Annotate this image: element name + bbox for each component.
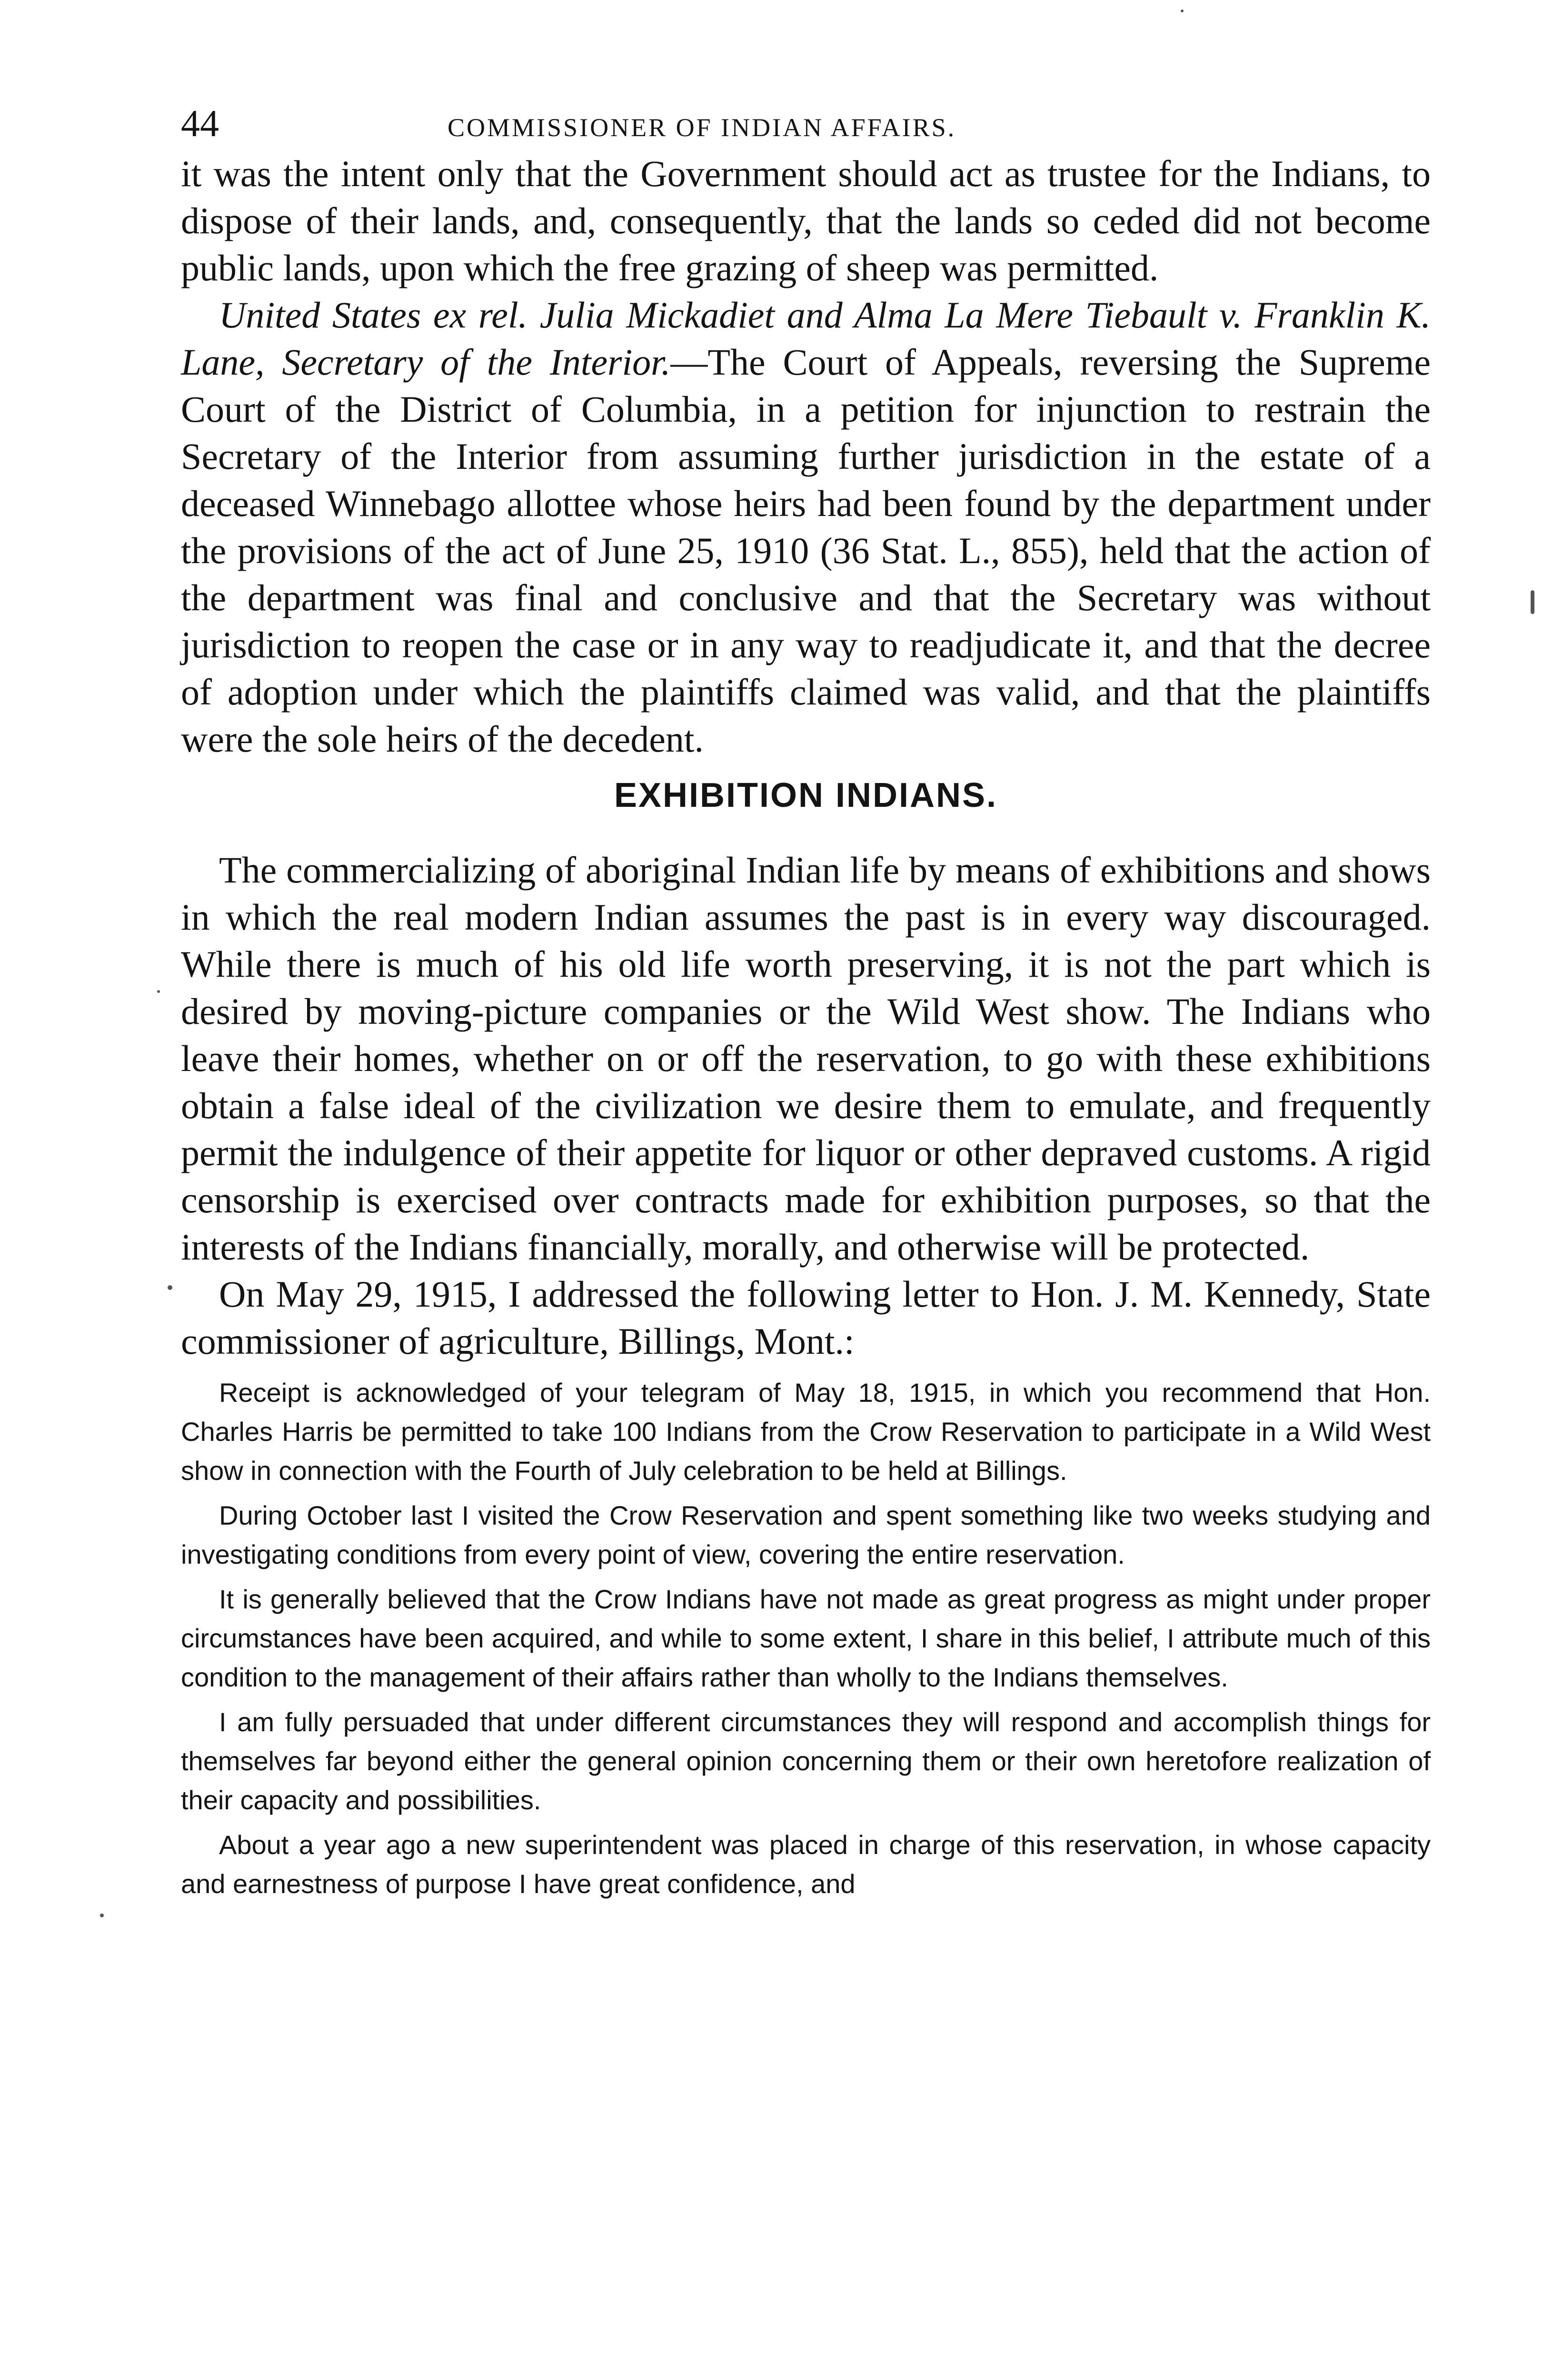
letter-paragraph: During October last I visited the Crow Reservation and spent something like two weeks studying and investigating conditions from every point of view, covering the entire reservation. (181, 1500, 1431, 1569)
scan-speck (1531, 590, 1534, 614)
scan-speck (1181, 10, 1184, 12)
letter-paragraph: About a year ago a new superintendent was placed in charge of this reservation, in whose capacity and earnestness of purpose I have great confidence, and (181, 1830, 1431, 1899)
section-paragraph: On May 29, 1915, I addressed the following letter to Hon. J. M. Kennedy, State commissioner of agriculture, Billings, Mont.: (181, 1273, 1431, 1362)
quoted-letter (181, 1373, 1431, 1904)
section-paragraph: The commercializing of aboriginal Indian life by means of exhibitions and shows in which the real modern Indian assumes the past is in every way discouraged. While there is much of his old life worth preserving, it is not the part which is desired by moving-picture companies or the Wild West show. The Indians who leave their homes, whether on or off the reservation, to go with these exhibitions obtain a false ideal of the civilization we desire them to emulate, and frequently permit the indulgence of their appetite for liquor or other depraved customs. A rigid censorship is exercised over contracts made for exhibition purposes, so that the interests of the Indians financially, morally, and otherwise will be protected. (181, 849, 1431, 1268)
scan-speck (157, 990, 160, 993)
case-title: United States ex rel. Julia Mickadiet and Alma La Mere Tiebault v. Franklin K. Lane, Secretary of the Interior. (181, 294, 1431, 383)
continuation-paragraph: it was the intent only that the Government should act as trustee for the Indians, to dispose of their lands, and, consequently, that the lands so ceded did not become public lands, upon which the free grazing of sheep was permitted. (181, 153, 1431, 288)
running-title: COMMISSIONER OF INDIAN AFFAIRS. (448, 113, 956, 142)
letter-paragraph: It is generally believed that the Crow Indians have not made as great progress as might under proper circumstances have been acquired, and while to some extent, I share in this belief, I attribute much of this condition to the management of their affairs rather than wholly to the Indians themselves. (181, 1584, 1431, 1692)
case-body: —The Court of Appeals, reversing the Supreme Court of the District of Columbia, in a petition for injunction to restrain the Secretary of the Interior from assuming further jurisdiction in the estate of a deceased Winnebago allottee whose heirs had been found by the department under the provisions of the act of June 25, 1910 (36 Stat. L., 855), held that the action of the department was final and conclusive and that the Secretary was without jurisdiction to reopen the case or in any way to readjudicate it, and that the decree of adoption under which the plaintiffs claimed was valid, and that the plaintiffs were the sole heirs of the decedent. (181, 341, 1431, 760)
scan-speck (168, 1285, 172, 1290)
case-paragraph (181, 291, 1431, 763)
letter-paragraph: Receipt is acknowledged of your telegram of May 18, 1915, in which you recommend that Hon. Charles Harris be permitted to take 100 Indians from the Crow Reservation to participate in a Wild West show in connection with the Fourth of July celebration to be held at Billings. (181, 1378, 1431, 1486)
section-heading: EXHIBITION INDIANS. (614, 776, 998, 814)
page-number: 44 (181, 103, 219, 145)
scan-speck (100, 1914, 104, 1917)
running-head (181, 102, 1431, 150)
letter-paragraph: I am fully persuaded that under different circumstances they will respond and accomplish things for themselves far beyond either the general opinion concerning them or their own heretofore realization of their capacity and possibilities. (181, 1707, 1431, 1815)
document-page (181, 102, 1431, 1909)
